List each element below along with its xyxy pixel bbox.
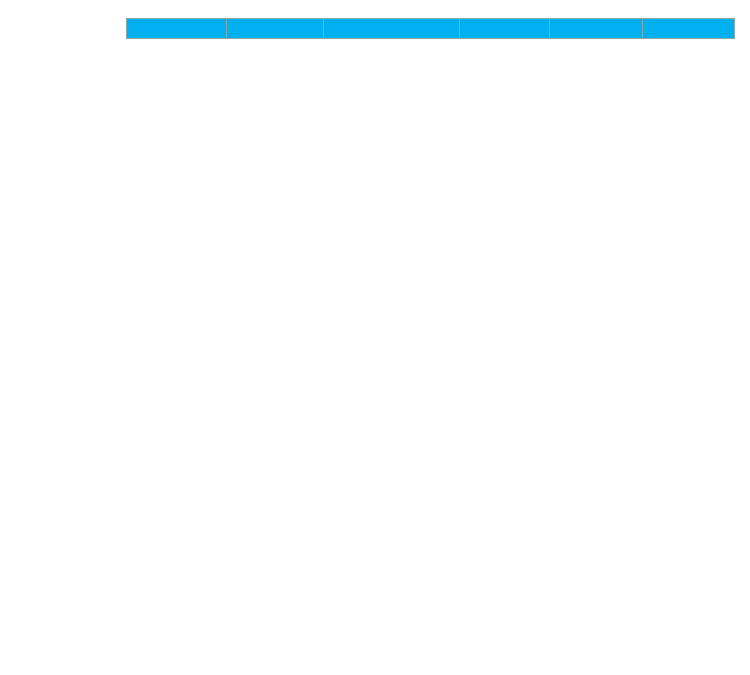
column-header-osp: [459, 19, 549, 39]
column-header-imag: [549, 19, 642, 39]
header-corner: [22, 19, 126, 39]
column-header-enig: [226, 19, 323, 39]
surface-finish-table-top: [22, 18, 735, 39]
column-header-imsn: [642, 19, 734, 39]
column-header-row: [22, 19, 734, 39]
column-header-hasl: [126, 19, 226, 39]
column-header-ni-au: [323, 19, 459, 39]
